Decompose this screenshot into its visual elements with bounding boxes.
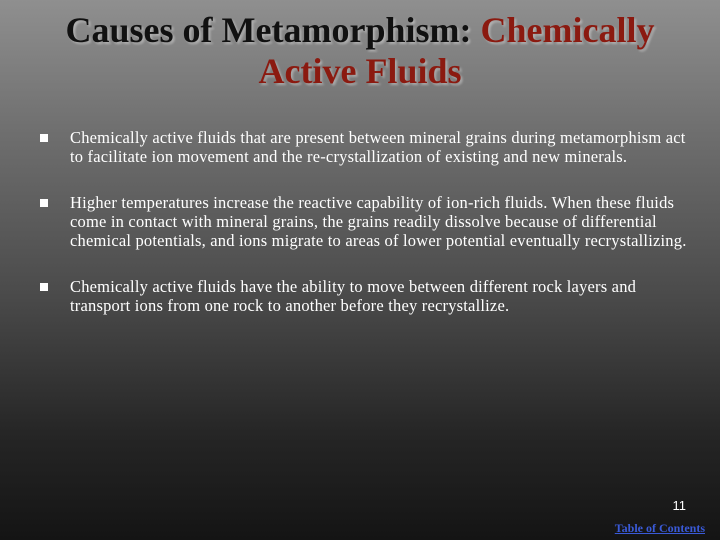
square-bullet-icon (40, 199, 48, 207)
bullet-text: Higher temperatures increase the reactive capability of ion-rich fluids. When these fluids come in contact with mineral grains, the grains readily dissolve because of differential chemical potentials, and ions migrate to areas of lower potential eventually recrystallizing. (70, 193, 687, 250)
slide-title (20, 10, 700, 92)
title-accent-text-line2: Active Fluids (258, 51, 462, 91)
bullet-item (40, 277, 700, 315)
page-number: 11 (672, 498, 686, 513)
square-bullet-icon (40, 134, 48, 142)
bullet-text: Chemically active fluids that are present between mineral grains during metamorphism act to facilitate ion movement and the re-crystallization of existing and new minerals. (70, 128, 686, 166)
bullet-item (40, 193, 700, 250)
square-bullet-icon (40, 283, 48, 291)
title-text: Causes of Metamorphism: (65, 10, 481, 50)
bullet-list (40, 128, 700, 342)
table-of-contents-link[interactable]: Table of Contents (614, 521, 705, 535)
bullet-text: Chemically active fluids have the ability to move between different rock layers and transport ions from one rock to another before they recrystallize. (70, 277, 637, 315)
bullet-item (40, 128, 700, 166)
title-accent-text: Chemically (480, 10, 655, 50)
